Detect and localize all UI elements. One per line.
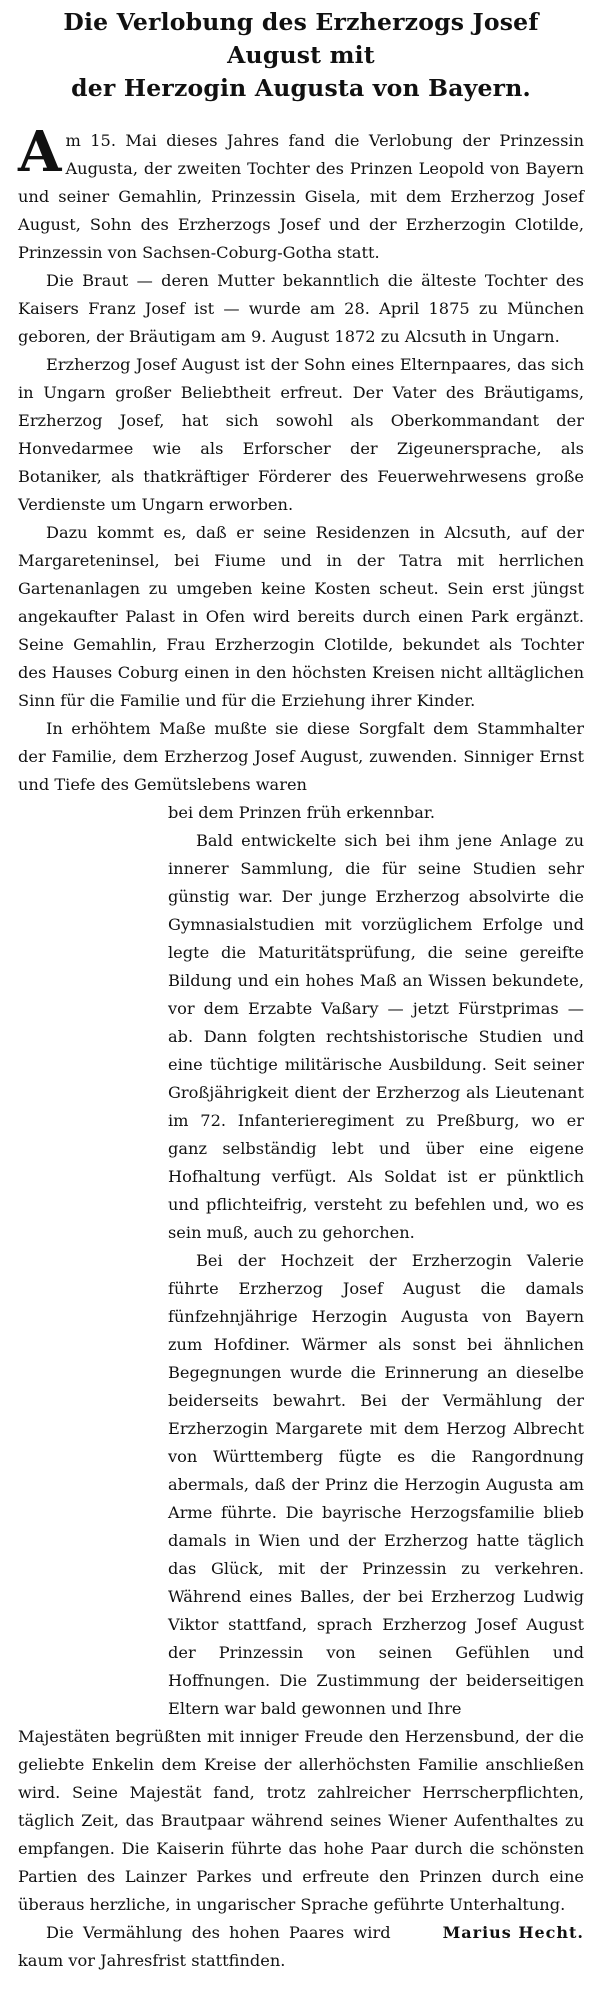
paragraph-5: In erhöhtem Maße mußte sie diese Sorgfalt dem Stammhalter der Familie, dem Erzherzog Josef August, zuwenden. Sinniger Ernst und Tiefe des Gemütslebens waren xyxy=(18,719,584,794)
paragraph-5-continued: bei dem Prinzen früh erkennbar. xyxy=(168,803,436,822)
article-title xyxy=(18,6,584,105)
paragraph-3: Erzherzog Josef August ist der Sohn eines Elternpaares, das sich in Ungarn großer Beliebtheit erfreut. Der Vater des Bräutigams, Erzherzog Josef, hat sich sowohl als Oberkommandant der Honvedarmee wie als Erforscher der Zigeunersprache, als Botaniker, als thatkräftiger Förderer des Feuerwehrwesens große Verdienste um Ungarn erworben. xyxy=(18,355,584,514)
paragraph-8 xyxy=(18,1919,584,1975)
drop-cap: A xyxy=(18,119,62,185)
paragraph-8-text: Die Vermählung des hohen Paares wird kaum vor Jahresfrist stattfinden. xyxy=(18,1923,391,1970)
paragraph-1-text: m 15. Mai dieses Jahres fand die Verlobung der Prinzessin Augusta, der zweiten Tochter des Prinzen Leopold von Bayern und seiner Gemahlin, Prinzessin Gisela, mit dem Erzherzog Josef August, Sohn des Erzherzogs Josef und der Erzherzogin Clotilde, Prinzessin von Sachsen-Coburg-Gotha statt. xyxy=(18,131,584,262)
paragraph-6: Bald entwickelte sich bei ihm jene Anlage zu innerer Sammlung, die für seine Studien sehr günstig war. Der junge Erzherzog absolvirte die Gymnasialstudien mit vorzüglichem Erfolge und legte die Maturitätsprüfung, die seine gereifte Bildung und ein hohes Maß an Wissen bekundete, vor dem Erzabte Vaßary — jetzt Fürstprimas — ab. Dann folgten rechtshistorische Studien und eine tüchtige militärische Ausbildung. Seit seiner Großjährigkeit dient der Erzherzog als Lieutenant im 72. Infanterieregiment zu Preßburg, wo er ganz selbständig lebt und über eine eigene Hofhaltung verfügt. Als Soldat ist er pünktlich und pflichteifrig, versteht zu befehlen und, wo es sein muß, auch zu gehorchen. xyxy=(168,831,584,1242)
paragraph-7-continued: Majestäten begrüßten mit inniger Freude den Herzensbund, der die geliebte Enkelin dem Kreise der allerhöchsten Familie anschließen wird. Seine Majestät fand, trotz zahlreicher Herrscherpflichten, täglich Zeit, das Brautpaar während seines Wiener Aufenthaltes zu empfangen. Die Kaiserin führte das hohe Paar durch die schönsten Partien des Lainzer Parkes und erfreute den Prinzen durch eine überaus herzliche, in ungarischer Sprache geführte Unterhaltung. xyxy=(18,1727,584,1914)
paragraph-4: Dazu kommt es, daß er seine Residenzen in Alcsuth, auf der Margareteninsel, bei Fiume und in der Tatra mit herrlichen Gartenanlagen zu umgeben keine Kosten scheut. Sein erst jüngst angekaufter Palast in Ofen wird bereits durch einen Park ergänzt. Seine Gemahlin, Frau Erzherzogin Clotilde, bekundet als Tochter des Hauses Coburg einen in den höchsten Kreisen nicht alltäglichen Sinn für die Familie und für die Erziehung ihrer Kinder. xyxy=(18,523,584,710)
author-signature: Marius Hecht. xyxy=(442,1923,584,1942)
title-line-1: Die Verlobung des Erzherzogs Josef August mit xyxy=(63,8,539,69)
title-line-2: der Herzogin Augusta von Bayern. xyxy=(71,74,531,102)
paragraph-2: Die Braut — deren Mutter bekanntlich die älteste Tochter des Kaisers Franz Josef ist — wurde am 28. April 1875 zu München geboren, der Bräutigam am 9. August 1872 zu Alcsuth in Ungarn. xyxy=(18,271,584,346)
paragraph-1 xyxy=(18,119,584,267)
paragraph-7: Bei der Hochzeit der Erzherzogin Valerie führte Erzherzog Josef August die damals fünfzehnjährige Herzogin Augusta von Bayern zum Hofdiner. Wärmer als sonst bei ähnlichen Begegnungen wurde die Erinnerung an dieselbe beiderseits bewahrt. Bei der Vermählung der Erzherzogin Margarete mit dem Herzog Albrecht von Württemberg fügte es die Rangordnung abermals, daß der Prinz die Herzogin Augusta am Arme führte. Die bayrische Herzogsfamilie blieb damals in Wien und der Erzherzog hatte täglich das Glück, mit der Prinzessin zu verkehren. Während eines Balles, der bei Erzherzog Ludwig Viktor stattfand, sprach Erzherzog Josef August der Prinzessin von seinen Gefühlen und Hoffnungen. Die Zustimmung der beiderseitigen Eltern war bald gewonnen und Ihre xyxy=(168,1251,584,1718)
